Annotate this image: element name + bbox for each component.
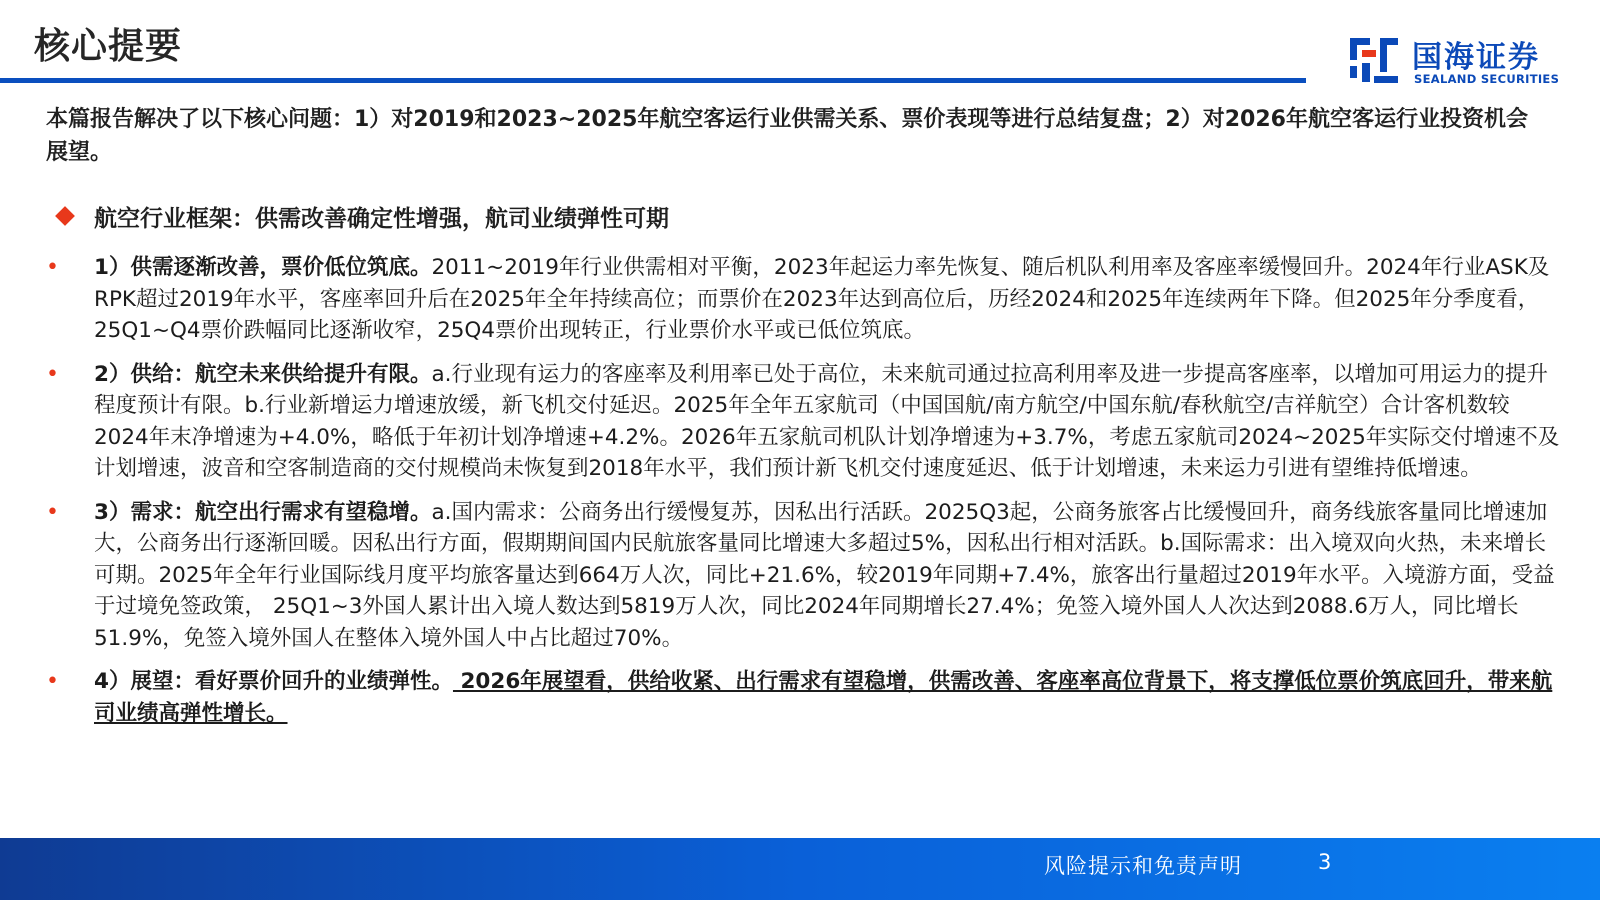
company-logo bbox=[1346, 32, 1576, 88]
intro-paragraph: 本篇报告解决了以下核心问题：1）对2019和2023~2025年航空客运行业供需关系、票价表现等进行总结复盘；2）对2026年航空客运行业投资机会展望。 bbox=[46, 107, 1528, 165]
bullet-body-underlined: 2026年展望看，供给收紧、出行需求有望稳增，供需改善、客座率高位背景下，将支撑低位票价筑底回升，带来航司业绩高弹性增长。 bbox=[94, 669, 1553, 726]
bullet-item-4 bbox=[44, 666, 1564, 729]
sealand-logo-icon bbox=[1346, 32, 1402, 88]
logo-english-name: SEALAND SECURITIES bbox=[1414, 72, 1560, 86]
bullet-lead: 3）需求：航空出行需求有望稳增。 bbox=[94, 499, 432, 525]
bullet-lead: 1）供需逐渐改善，票价低位筑底。 bbox=[94, 255, 432, 280]
bullet-text bbox=[94, 252, 1564, 347]
bullet-body: a.行业现有运力的客座率及利用率已处于高位，未来航司通过拉高利用率及进一步提高客座率，以增加可用运力的提升程度预计有限。b.行业新增运力增速放缓，新飞机交付延迟。2025年全年五家航司（中国国航/南方航空/中国东航/春秋航空/吉祥航空）合计客机数较2024年末净增速为+4.0%，略低于年初计划净增速+4.2%。2026年五家航司机队计划净增速为+3.7%，考虑五家航司2024~2025年实际交付增速不及计划增速，波音和空客制造商的交付规模尚未恢复到2018年水平，我们预计新飞机交付速度延迟、低于计划增速，未来运力引进有望维持低增速。 bbox=[94, 361, 1560, 481]
bullet-text bbox=[94, 359, 1564, 485]
title-underline bbox=[0, 78, 1306, 83]
footer-bar bbox=[0, 838, 1600, 900]
bullet-body: a.国内需求：公商务出行缓慢复苏，因私出行活跃。2025Q3起，公商务旅客占比缓慢回升，商务线旅客量同比增速加大，公商务出行逐渐回暖。因私出行方面，假期期间国内民航旅客量同比增速大多超过5%，因私出行相对活跃。b.国际需求：出入境双向火热，未来增长可期。2025年全年行业国际线月度平均旅客量达到664万人次，同比+21.6%，较2019年同期+7.4%，旅客出行量超过2019年水平。入境游方面，受益于过境免签政策， 25Q1~3外国人累计出入境人数达到5819万人次，同比2024年同期增长27.4%；免签入境外国人人次达到2088.6万人，同比增长51.9%，免签入境外国人在整体入境外国人中占比超过70%。 bbox=[94, 499, 1555, 651]
bullet-lead: 4）展望：看好票价回升的业绩弹性。 bbox=[94, 669, 453, 694]
page-title: 核心提要 bbox=[34, 26, 183, 67]
bullet-item-2 bbox=[44, 359, 1564, 485]
bullet-marker: • bbox=[46, 669, 59, 694]
disclaimer-link[interactable]: 风险提示和免责声明 bbox=[1044, 854, 1242, 878]
bullet-marker: • bbox=[46, 255, 59, 280]
bullet-item-3 bbox=[44, 497, 1564, 655]
bullet-marker: • bbox=[46, 361, 59, 387]
page-number: 3 bbox=[1318, 850, 1332, 874]
diamond-bullet-icon bbox=[55, 206, 75, 226]
section-header bbox=[52, 198, 669, 234]
logo-chinese-name: 国海证券 bbox=[1412, 40, 1540, 75]
bullet-list bbox=[44, 252, 1564, 741]
bullet-item-1 bbox=[44, 252, 1564, 347]
section-title: 航空行业框架：供需改善确定性增强，航司业绩弹性可期 bbox=[94, 205, 669, 232]
bullet-text bbox=[94, 497, 1564, 655]
bullet-marker: • bbox=[46, 499, 59, 525]
bullet-text bbox=[94, 666, 1564, 729]
bullet-body: 2011~2019年行业供需相对平衡，2023年起运力率先恢复、随后机队利用率及客座率缓慢回升。2024年行业ASK及RPK超过2019年水平，客座率回升后在2025年全年持续高位；而票价在2023年达到高位后，历经2024和2025年连续两年下降。但2025年分季度看，25Q1~Q4票价跌幅同比逐渐收窄，25Q4票价出现转正，行业票价水平或已低位筑底。 bbox=[94, 255, 1550, 343]
bullet-lead: 2）供给：航空未来供给提升有限。 bbox=[94, 361, 432, 387]
